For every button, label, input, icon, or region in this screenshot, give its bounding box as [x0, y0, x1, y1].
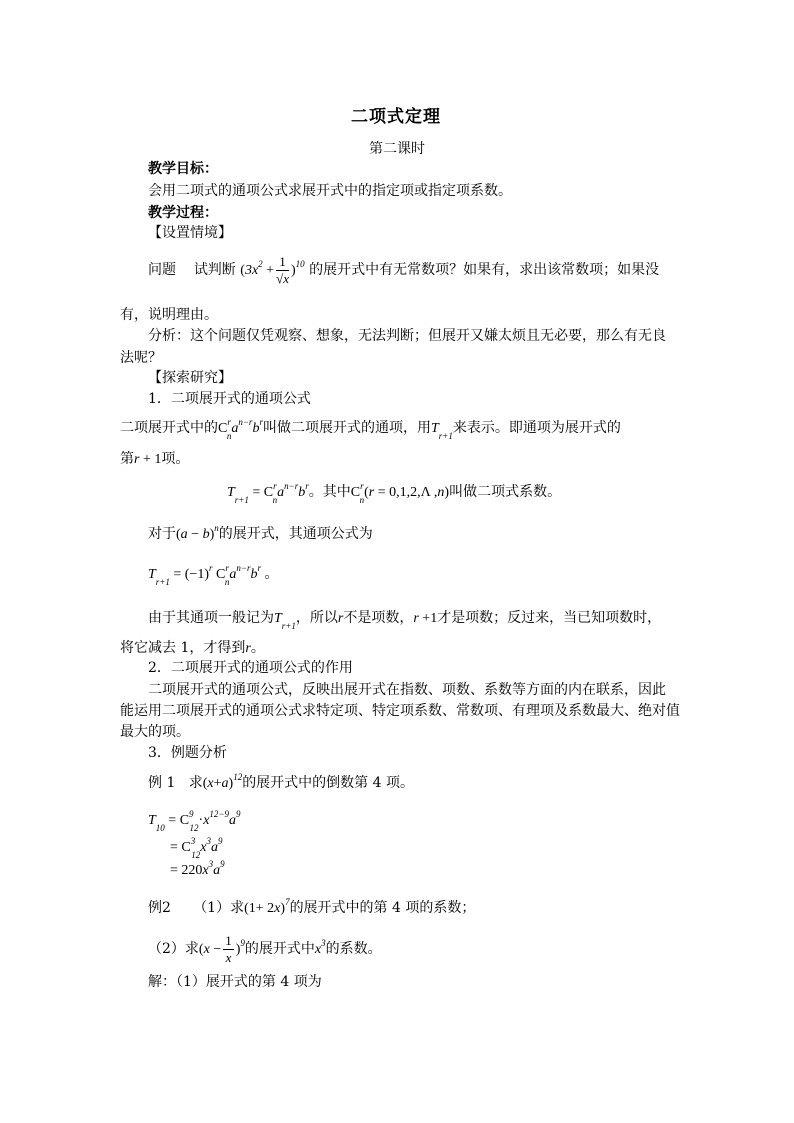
general-term-e: 项。 [161, 451, 190, 467]
note-t-symbol: $T_{r+1}$ [274, 611, 296, 631]
note-d: 才是项数；反过来，当已知项数时， [437, 610, 662, 626]
analysis-line-1: 分析：这个问题仅凭观察、想象，无法判断；但展开又嫌太烦且无必要，那么有无良 [148, 328, 666, 344]
example-2-p2-c: 的系数。 [325, 941, 382, 957]
note-line-1 [148, 608, 661, 629]
general-term-d: 第 [120, 451, 134, 467]
general-term-formula-line [227, 482, 561, 503]
problem-tail: 的展开式中有无常数项？如果有，求出该常数项；如果没 [309, 262, 660, 278]
example-1-step-1 [148, 810, 241, 831]
example-1-eq-3: = $220x^3a^9$ [170, 859, 225, 878]
general-term-equation: $T_{r+1} = C^r_na^{n-r}b^r$ [227, 481, 309, 505]
general-term-g: 叫做二项式系数。 [449, 484, 562, 500]
minus-case-line [148, 524, 373, 545]
section-1-heading: 1．二项展开式的通项公式 [148, 391, 311, 407]
problem-line [148, 252, 659, 289]
setting-heading: 【设置情境】 [148, 225, 232, 241]
explore-heading: 【探索研究】 [148, 370, 232, 386]
general-term-f: 。其中 [308, 484, 351, 500]
example-2-p1-b: 的展开式中的第 4 项的系数； [289, 900, 476, 916]
section-2-text-3: 最大的项。 [120, 724, 190, 740]
example-2-label: 例2 [148, 900, 171, 916]
example-2-x-cubed: $x^3$ [314, 938, 326, 957]
note-c: 不是项数， [343, 610, 414, 626]
minus-case-a: 对于 [148, 526, 176, 542]
general-term-b: 叫做二项展开式的通项，用 [262, 420, 431, 436]
example-1-eq-1: $T_{10} = C^9_{12}\cdot x^{12-9}a^9$ [148, 809, 241, 833]
example-1-a: 求 [188, 775, 203, 791]
section-3-heading: 3．例题分析 [148, 745, 227, 761]
problem-cont: 有，说明理由。 [120, 307, 218, 323]
example-1-expression: $(x+a)^{12}$ [202, 772, 243, 791]
note-r-end: r [245, 641, 251, 656]
solution-line: 解：（1）展开式的第 4 项为 [148, 974, 322, 990]
note-b: ，所以 [295, 610, 338, 626]
note-f: 。 [250, 640, 265, 656]
note-line-2 [120, 638, 265, 659]
general-term-formula: $C^r_na^{n-r}b^r$ [218, 417, 263, 441]
general-term-a: 二项展开式中的 [120, 420, 218, 436]
section-2-heading: 2．二项展开式的通项公式的作用 [148, 660, 353, 676]
r-plus-1: r + 1 [134, 452, 162, 467]
example-1-step-2 [170, 837, 222, 858]
goal-heading: 教学目标： [148, 161, 218, 177]
note-e: 将它减去 1，才得到 [120, 640, 246, 656]
goal-text: 会用二项式的通项公式求展开式中的指定项或指定项系数。 [148, 183, 512, 199]
example-1-b: 的展开式中的倒数第 4 项。 [242, 775, 414, 791]
section-2-text-2: 能运用二项展开式的通项公式求特定项、特定项系数、常数项、有理项及系数最大、绝对值 [120, 703, 680, 719]
doc-title: 二项式定理 [351, 107, 441, 127]
minus-case-formula-line [148, 564, 278, 585]
minus-case-b: 的展开式，其通项公式为 [218, 526, 373, 542]
general-term-c: 来表示。即通项为展开式的 [452, 420, 621, 436]
example-1-label: 例 1 [148, 775, 176, 791]
problem-lead: 试判断 [193, 262, 236, 278]
example-2-p1-a: （1）求 [193, 900, 245, 916]
example-2-line-1 [148, 898, 475, 919]
example-2-p2-a: （2）求 [148, 941, 199, 957]
note-a: 由于其通项一般记为 [148, 610, 274, 626]
minus-case-expression: $(a - b)^n$ [176, 523, 219, 542]
section-2-text-1: 二项展开式的通项公式，反映出展开式在指数、项数、系数等方面的内在联系，因此 [148, 682, 666, 698]
process-heading: 教学过程： [148, 205, 218, 221]
binomial-coef-expression: $C^r_n(r = 0,1,2,\Lambda$ ,n) [350, 481, 450, 505]
example-1-line [148, 773, 414, 794]
example-1-step-3 [170, 860, 225, 881]
example-2-line-2 [148, 931, 382, 968]
general-term-line-2 [120, 449, 189, 470]
example-2-p2-expression: (x − $\frac{1}{x}$ )$^9$ [198, 933, 245, 966]
note-r-symbol: r [337, 611, 344, 626]
doc-subtitle: 第二课时 [369, 141, 425, 157]
example-2-p1-expression: $(1+ 2x)^7$ [244, 897, 290, 916]
general-term-line [120, 418, 621, 439]
analysis-line-2: 法呢？ [120, 350, 162, 366]
example-1-eq-2: = $C^3_{12}x^3a^9$ [170, 836, 223, 860]
example-2-p2-b: 的展开式中 [244, 941, 315, 957]
note-r-plus-1: r +1 [413, 611, 438, 626]
problem-label: 问题 [148, 262, 176, 278]
minus-case-equation: $T_{r+1} = (-1)^r$ $C^r_na^{n-r}b^r$ 。 [148, 563, 279, 587]
problem-formula: ($3x^2$ + $\frac{1}{√x}$ )$^{10}$ [240, 254, 305, 287]
t-r-plus-1: $T_{r+1}$ [430, 421, 453, 441]
